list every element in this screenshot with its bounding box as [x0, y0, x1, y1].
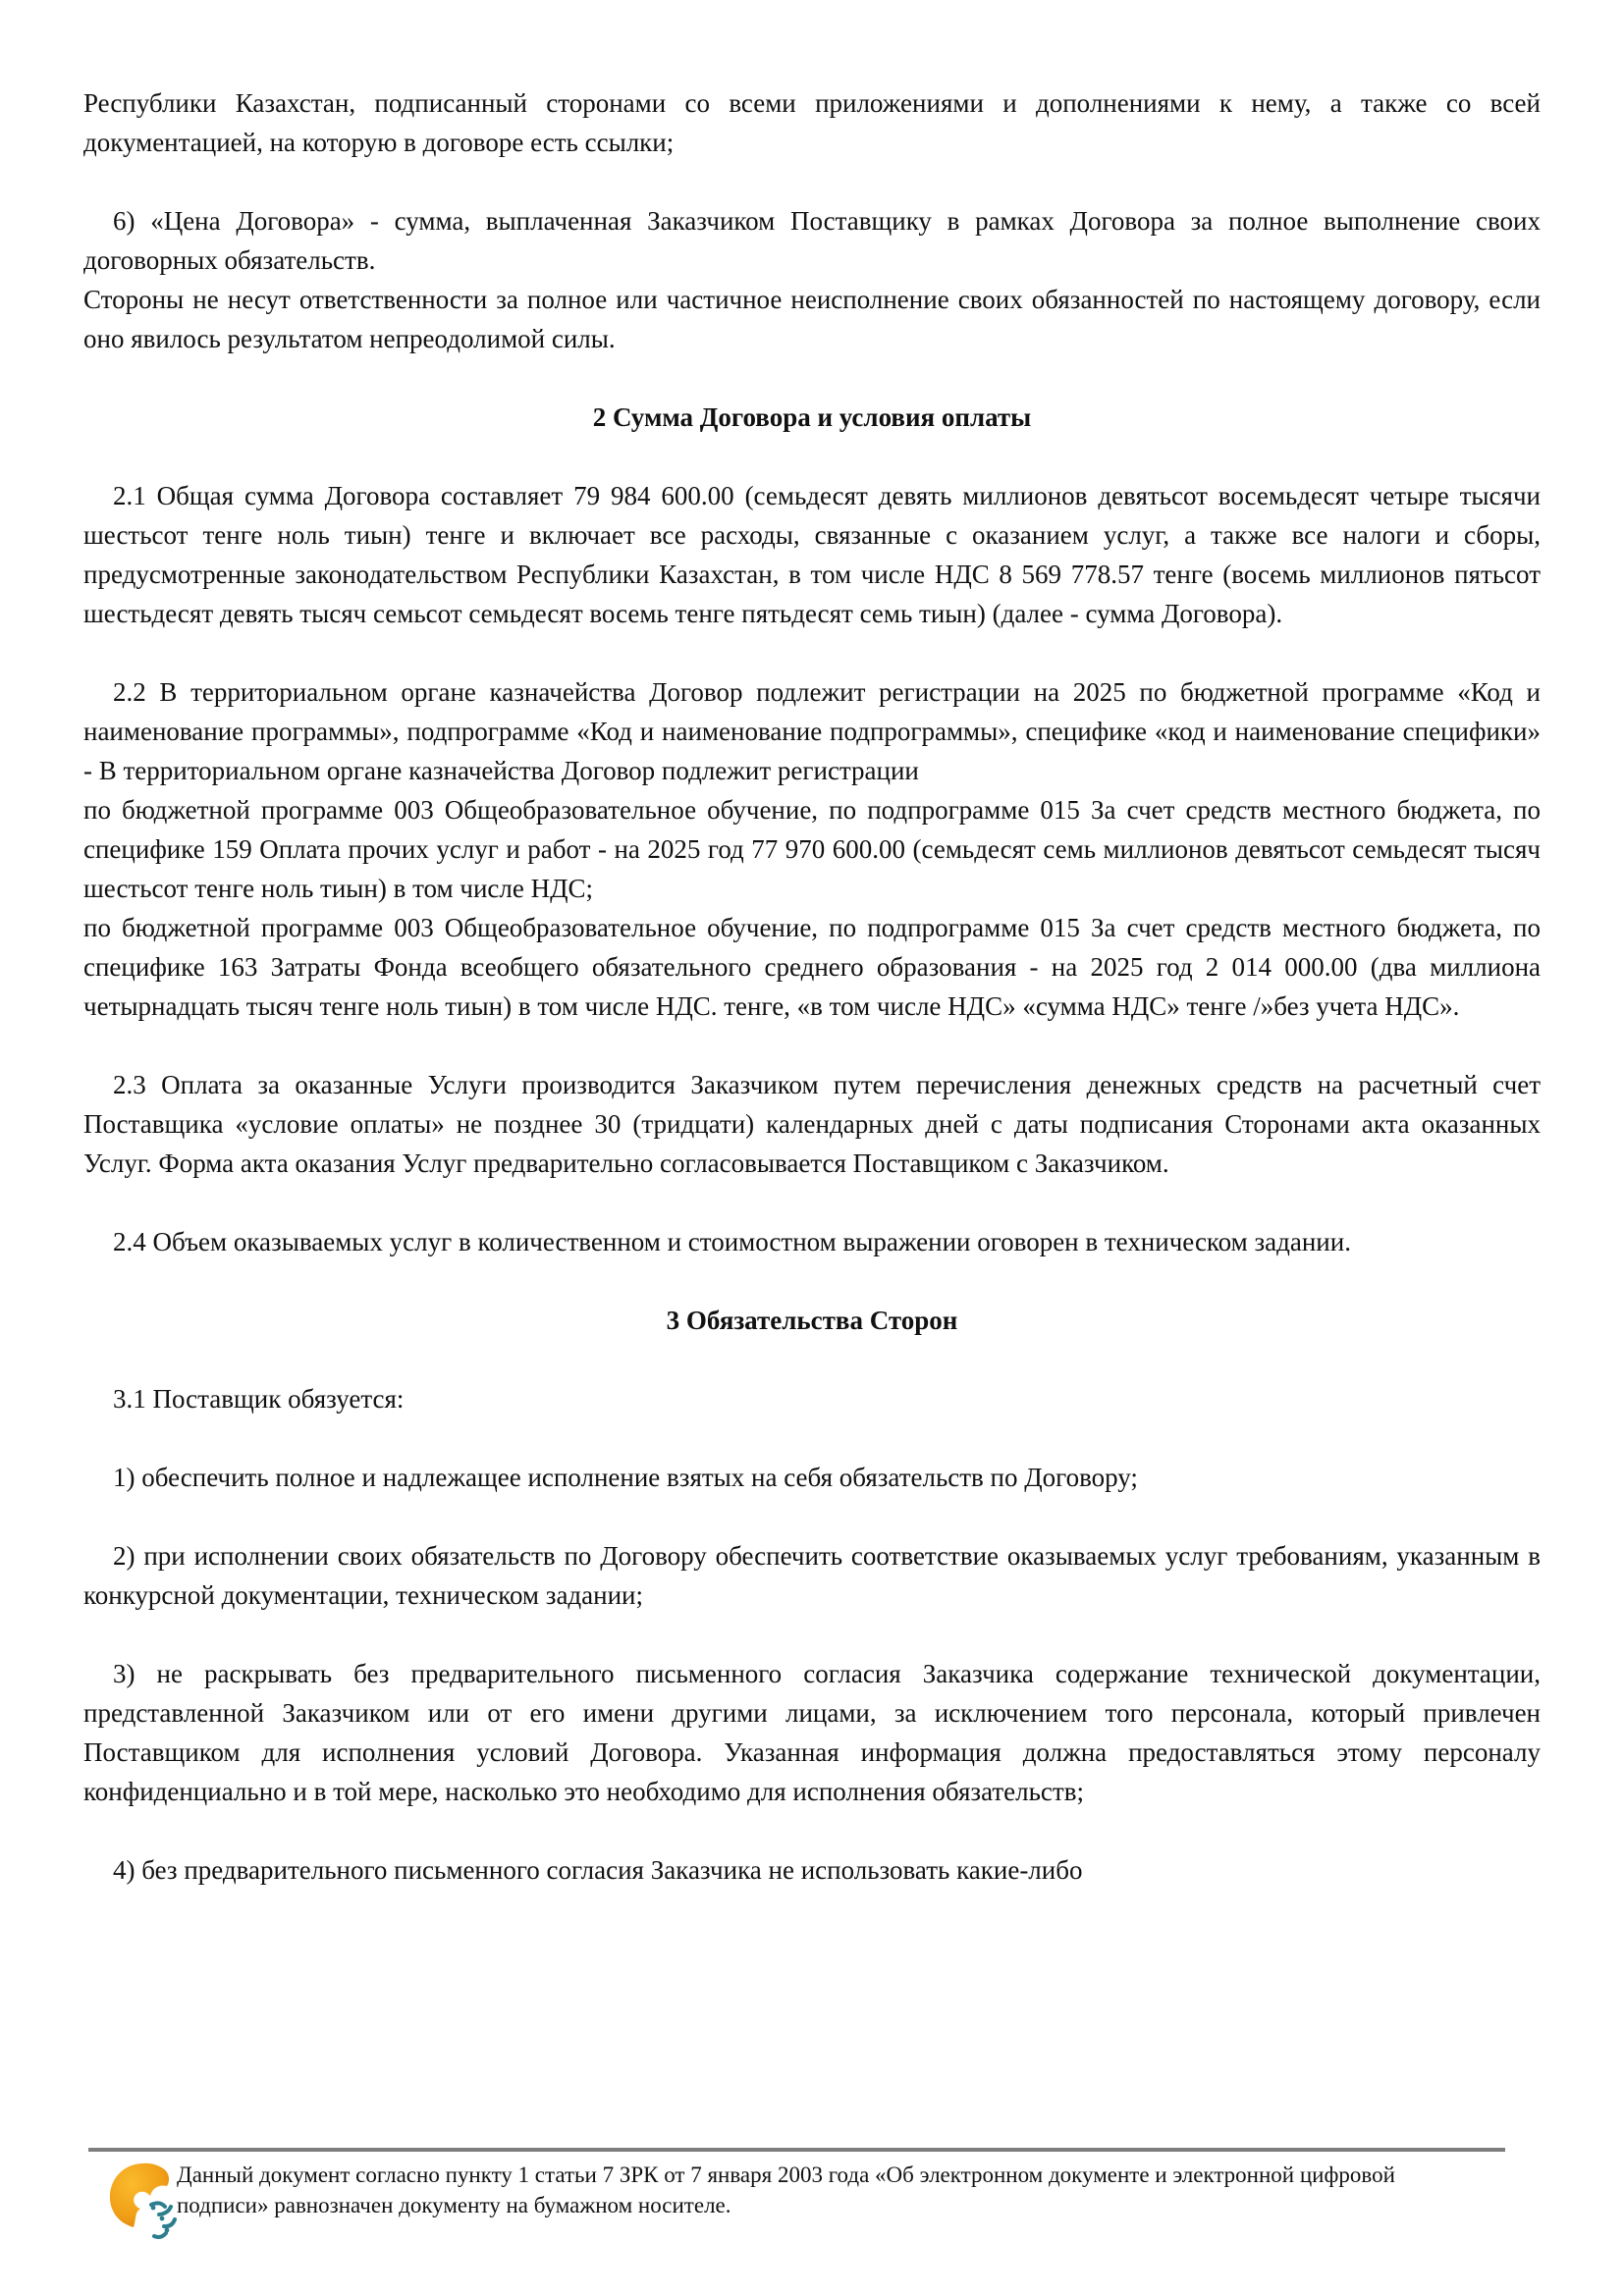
paragraph-clause-2-1: 2.1 Общая сумма Договора составляет 79 984 600.00 (семьдесят девять миллионов девятьсот восемьдесят четыре тысячи шестьсот тенге ноль тиын) тенге и включает все расходы, связанные с оказанием услуг, а также все налоги и сборы, предусмотренные законодательством Республики Казахстан, в том числе НДС 8 569 778.57 тенге (восемь миллионов пятьсот шестьдесят девять тысяч семьсот семьдесят восемь тенге пятьдесят семь тиын) (далее - сумма Договора).	[83, 481, 1541, 628]
paragraph-budget-line-163: по бюджетной программе 003 Общеобразовательное обучение, по подпрограмме 015 За счет средств местного бюджета, по специфике 163 Затраты Фонда всеобщего обязательного среднего образования - на 2025 год 2 014 000.00 (два миллиона четырнадцать тысяч тенге ноль тиын) в том числе НДС. тенге, «в том числе НДС» «сумма НДС» тенге /»без учета НДС».	[83, 913, 1541, 1021]
paragraph-clause-2-3: 2.3 Оплата за оказанные Услуги производится Заказчиком путем перечисления денежных средств на расчетный счет Поставщика «условие оплаты» не позднее 30 (тридцати) календарных дней с даты подписания Сторонами акта оказанных Услуг. Форма акта оказания Услуг предварительно согласовывается Поставщиком с Заказчиком.	[83, 1070, 1541, 1178]
signature-stamp-icon	[108, 2162, 181, 2246]
document-body	[83, 83, 1541, 1890]
footer-divider	[88, 2148, 1505, 2152]
paragraph-budget-line-159: по бюджетной программе 003 Общеобразовательное обучение, по подпрограмме 015 За счет средств местного бюджета, по специфике 159 Оплата прочих услуг и работ - на 2025 год 77 970 600.00 (семьдесят семь миллионов девятьсот семьдесят тысяч шестьсот тенге ноль тиын) в том числе НДС;	[83, 795, 1541, 903]
paragraph-obligation-3: 3) не раскрывать без предварительного письменного согласия Заказчика содержание технической документации, представленной Заказчиком или от его имени другими лицами, за исключением того персонала, который привлечен Поставщиком для исполнения условий Договора. Указанная информация должна предоставляться этому персоналу конфиденциально и в той мере, насколько это необходимо для исполнения обязательств;	[83, 1659, 1541, 1806]
paragraph-force-majeure: Стороны не несут ответственности за полное или частичное неисполнение своих обязанностей по настоящему договору, если оно явилось результатом непреодолимой силы.	[83, 285, 1541, 353]
paragraph-clause-3-1: 3.1 Поставщик обязуется:	[113, 1384, 405, 1414]
footer-legal-note: Данный документ согласно пункту 1 статьи 7 ЗРК от 7 января 2003 года «Об электронном документе и электронной цифровой подписи» равнозначен документу на бумажном носителе.	[177, 2163, 1395, 2217]
paragraph-clause-6: 6) «Цена Договора» - сумма, выплаченная Заказчиком Поставщику в рамках Договора за полное выполнение своих договорных обязательств.	[83, 206, 1541, 275]
section-3-heading: 3 Обязательства Сторон	[666, 1306, 958, 1335]
paragraph-clause-2-2: 2.2 В территориальном органе казначейства Договор подлежит регистрации на 2025 по бюджетной программе «Код и наименование программы», подпрограмме «Код и наименование подпрограммы», специфике «код и наименование специфики» - В территориальном органе казначейства Договор подлежит регистрации	[83, 677, 1541, 785]
section-2-heading: 2 Сумма Договора и условия оплаты	[592, 402, 1032, 432]
paragraph-obligation-2: 2) при исполнении своих обязательств по Договору обеспечить соответствие оказываемых услуг требованиям, указанным в конкурсной документации, техническом задании;	[83, 1541, 1541, 1610]
paragraph-intro-continuation: Республики Казахстан, подписанный сторонами со всеми приложениями и дополнениями к нему, а также со всей документацией, на которую в договоре есть ссылки;	[83, 88, 1541, 157]
paragraph-obligation-4: 4) без предварительного письменного согласия Заказчика не использовать какие-либо	[113, 1855, 1083, 1885]
paragraph-obligation-1: 1) обеспечить полное и надлежащее исполнение взятых на себя обязательств по Договору;	[113, 1463, 1138, 1492]
paragraph-clause-2-4: 2.4 Объем оказываемых услуг в количественном и стоимостном выражении оговорен в техническом задании.	[113, 1227, 1351, 1256]
